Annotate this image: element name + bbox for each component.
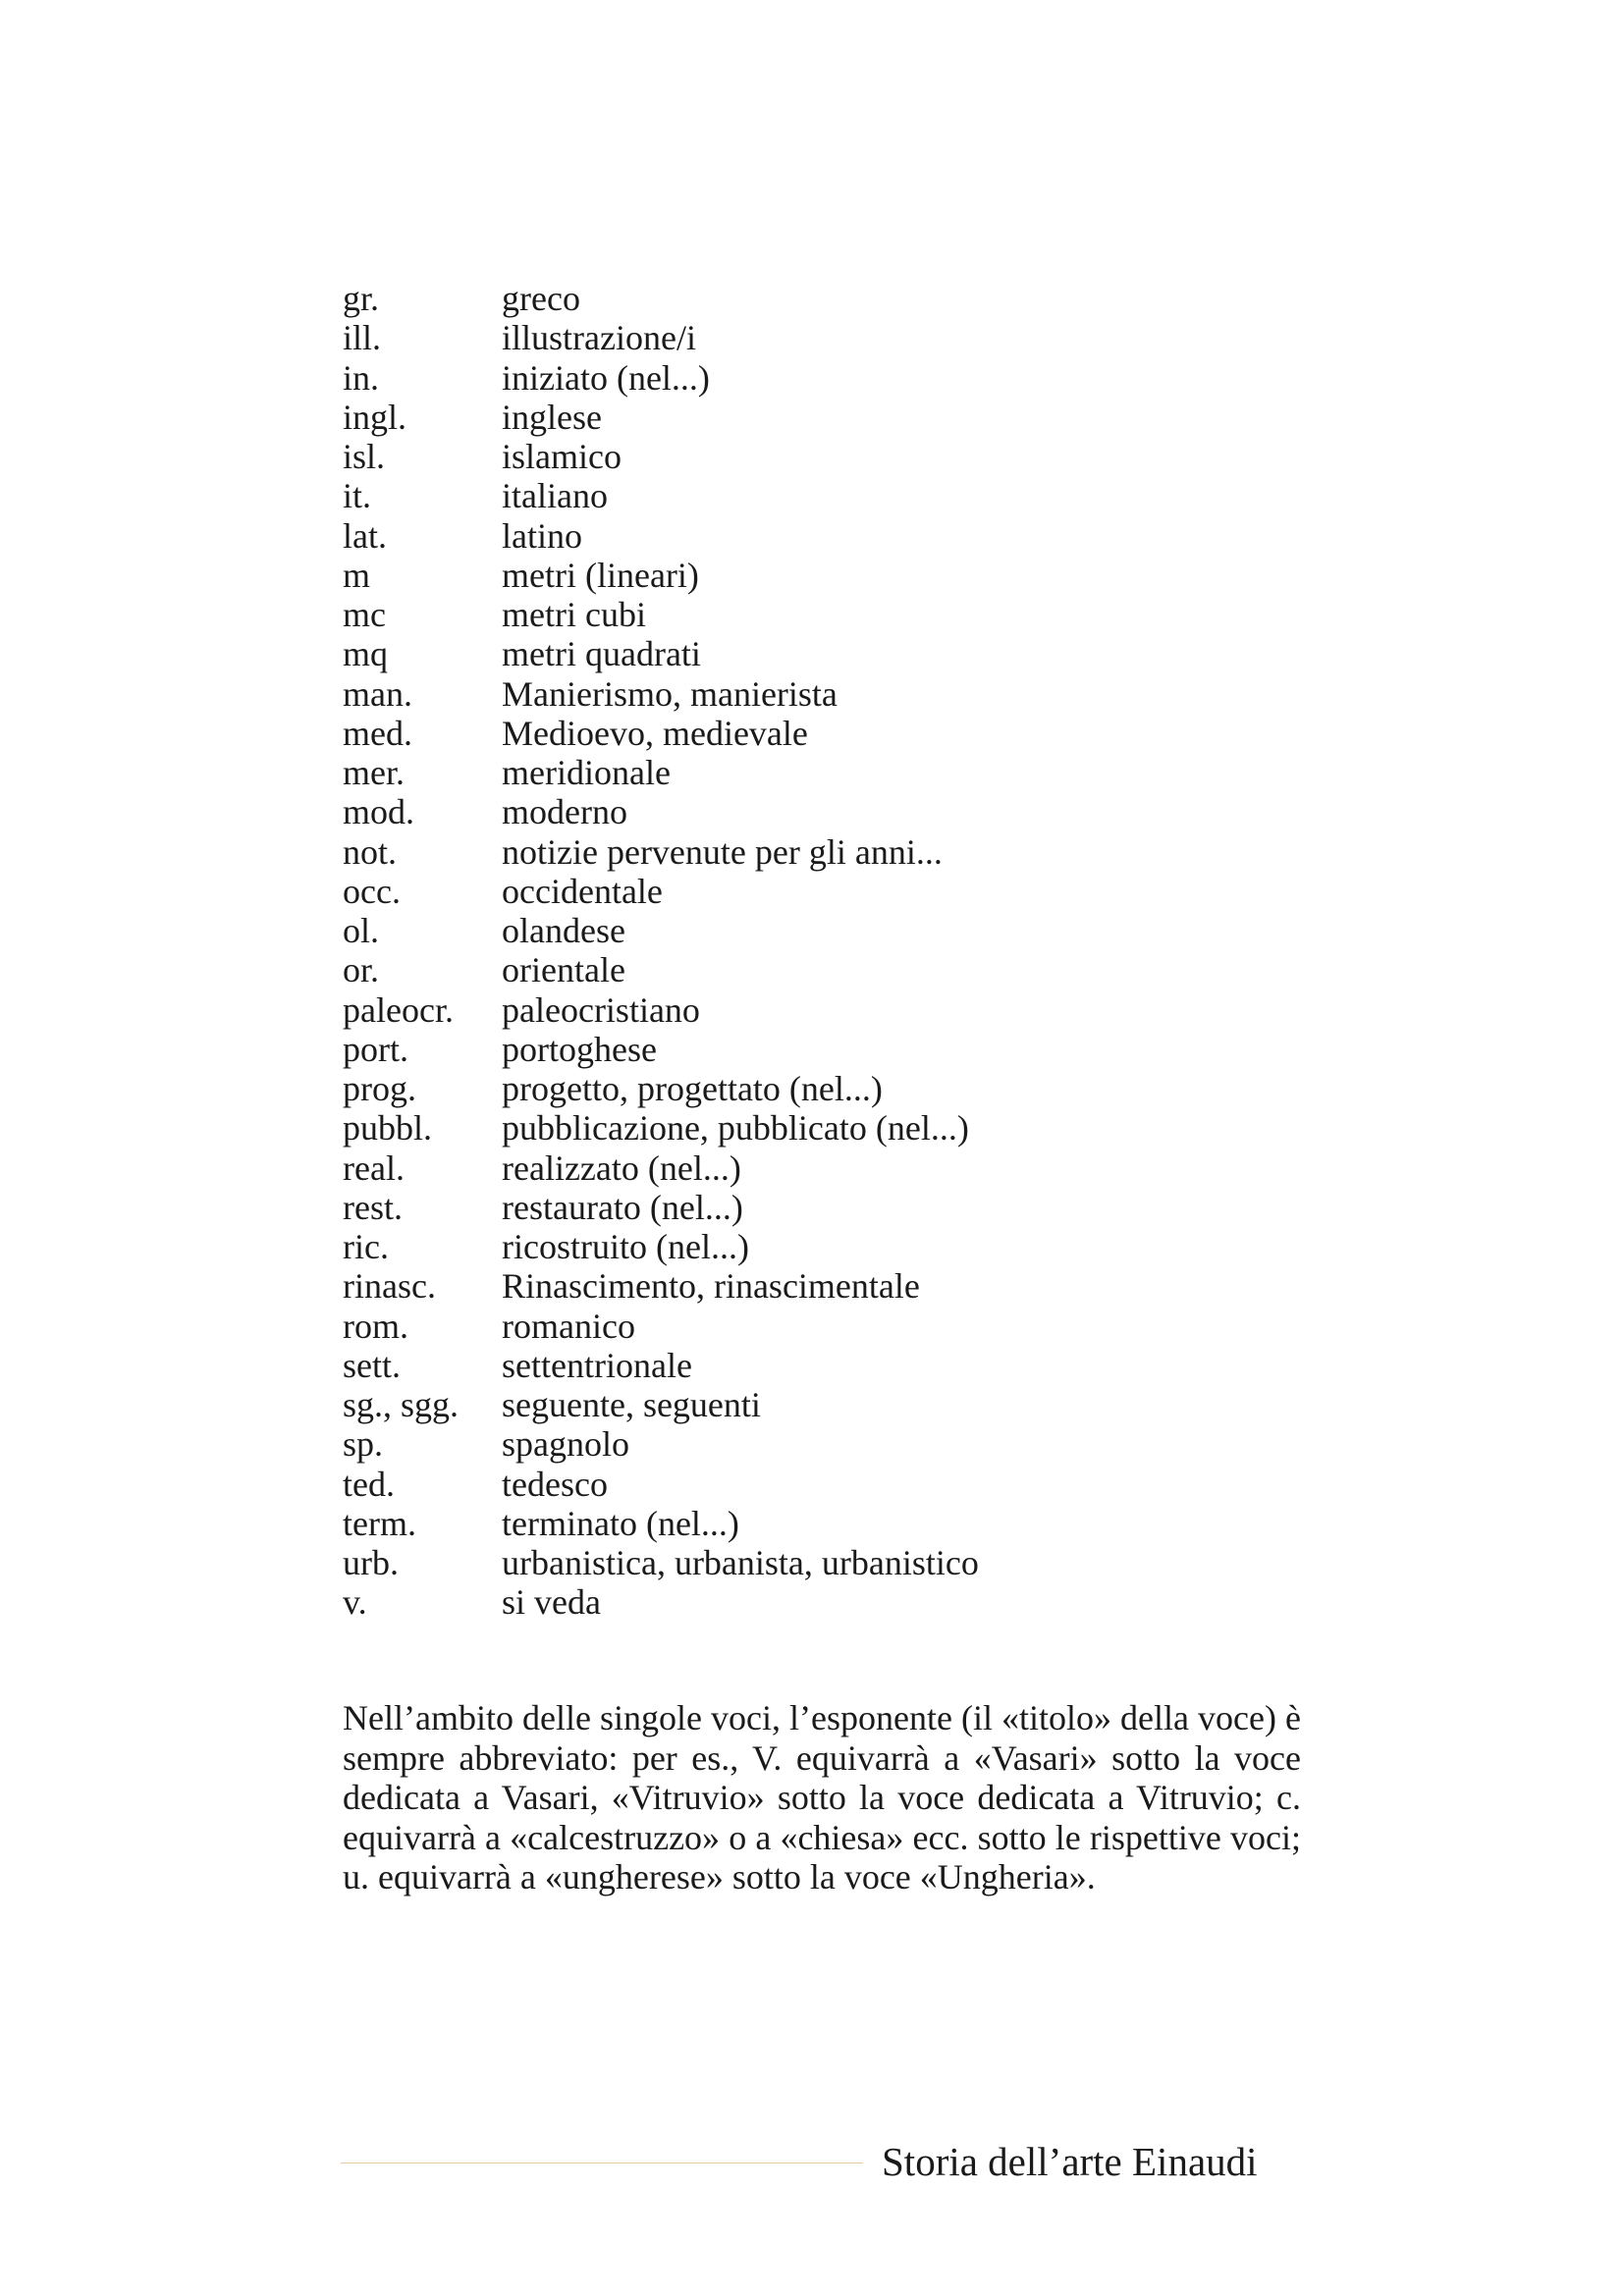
abbreviation-key: ol.: [343, 911, 380, 950]
abbreviation-meaning: olandese: [502, 911, 625, 950]
abbreviation-key: term.: [343, 1503, 416, 1543]
abbreviation-meaning: realizzato (nel...): [502, 1148, 741, 1188]
abbreviation-key: ingl.: [343, 397, 407, 437]
abbreviation-meaning: terminato (nel...): [502, 1503, 739, 1543]
abbreviation-key: mc: [343, 595, 386, 634]
abbreviation-meaning: tedesco: [502, 1464, 608, 1504]
abbreviation-key: mod.: [343, 792, 415, 832]
abbreviation-row: [343, 753, 1325, 792]
abbreviation-row: [343, 1504, 1325, 1543]
abbreviation-key: v.: [343, 1582, 367, 1623]
abbreviation-meaning: iniziato (nel...): [502, 357, 710, 398]
abbreviation-key: ill.: [343, 318, 382, 358]
abbreviation-row: [343, 1188, 1325, 1227]
abbreviation-key: sp.: [343, 1424, 384, 1465]
abbreviation-meaning: meridionale: [502, 753, 671, 792]
abbreviation-row: [343, 1424, 1325, 1464]
abbreviation-key: lat.: [343, 515, 387, 556]
abbreviation-key: occ.: [343, 871, 401, 911]
abbreviation-meaning: portoghese: [502, 1029, 657, 1069]
abbreviation-row: [343, 1108, 1325, 1148]
abbreviation-list: [343, 279, 1325, 1623]
abbreviation-meaning: metri cubi: [502, 595, 646, 634]
abbreviation-key: real.: [343, 1148, 405, 1188]
abbreviation-key: paleocr.: [343, 989, 454, 1030]
abbreviation-meaning: islamico: [502, 437, 622, 476]
abbreviation-key: in.: [343, 357, 380, 398]
abbreviation-meaning: orientale: [502, 950, 625, 990]
abbreviation-row: [343, 1582, 1325, 1622]
abbreviation-meaning: progetto, progettato (nel...): [502, 1069, 883, 1108]
abbreviation-meaning: settentrionale: [502, 1345, 692, 1385]
abbreviation-row: [343, 556, 1325, 595]
abbreviation-row: [343, 1346, 1325, 1385]
abbreviation-row: [343, 398, 1325, 437]
abbreviation-meaning: italiano: [502, 476, 608, 516]
abbreviation-meaning: pubblicazione, pubblicato (nel...): [502, 1108, 969, 1148]
abbreviation-row: [343, 437, 1325, 476]
abbreviation-meaning: metri (lineari): [502, 555, 699, 595]
abbreviation-meaning: si veda: [502, 1582, 601, 1623]
abbreviation-key: prog.: [343, 1069, 416, 1108]
abbreviation-meaning: occidentale: [502, 871, 663, 911]
abbreviation-row: [343, 318, 1325, 357]
note-paragraph: Nell’ambito delle singole voci, l’esponente (il «titolo» della voce) è sempre abbreviato: per es., V. equivarrà a «Vasari» sotto la voce dedicata a Vasari, «Vitruvio» sotto la voce dedicata a Vitruvio; c. equivarrà a «calcestruzzo» o a «chiesa» ecc. sotto le rispettive voci; u. equivarrà a «ungherese» sotto la voce «Ungheria».: [343, 1698, 1301, 1896]
abbreviation-meaning: urbanistica, urbanista, urbanistico: [502, 1543, 979, 1582]
abbreviation-row: [343, 1465, 1325, 1504]
abbreviation-key: it.: [343, 476, 372, 516]
abbreviation-row: [343, 1148, 1325, 1188]
abbreviation-row: [343, 1543, 1325, 1582]
abbreviation-key: mq: [343, 634, 389, 674]
abbreviation-meaning: greco: [502, 279, 580, 318]
abbreviation-meaning: Rinascimento, rinascimentale: [502, 1266, 920, 1307]
abbreviation-row: [343, 950, 1325, 989]
abbreviation-meaning: latino: [502, 515, 582, 556]
abbreviation-row: [343, 1266, 1325, 1306]
abbreviation-key: med.: [343, 713, 412, 753]
abbreviation-key: rom.: [343, 1306, 408, 1346]
footer-title: Storia dell’arte Einaudi: [882, 2139, 1258, 2184]
abbreviation-meaning: ricostruito (nel...): [502, 1227, 749, 1266]
abbreviation-meaning: Manierismo, manierista: [502, 673, 838, 714]
abbreviation-row: [343, 476, 1325, 515]
abbreviation-key: m: [343, 555, 371, 595]
abbreviation-meaning: metri quadrati: [502, 634, 701, 674]
abbreviation-meaning: illustrazione/i: [502, 318, 696, 358]
abbreviation-key: rinasc.: [343, 1266, 436, 1307]
abbreviation-key: or.: [343, 950, 380, 990]
abbreviation-key: isl.: [343, 437, 386, 476]
abbreviation-row: [343, 1069, 1325, 1108]
abbreviation-meaning: romanico: [502, 1306, 635, 1346]
abbreviation-meaning: seguente, seguenti: [502, 1385, 761, 1424]
abbreviation-meaning: notizie pervenute per gli anni...: [502, 831, 943, 872]
abbreviation-meaning: Medioevo, medievale: [502, 713, 808, 753]
abbreviation-row: [343, 358, 1325, 398]
abbreviation-row: [343, 674, 1325, 714]
abbreviation-meaning: restaurato (nel...): [502, 1187, 743, 1227]
abbreviation-key: sett.: [343, 1345, 401, 1385]
abbreviation-meaning: spagnolo: [502, 1424, 629, 1465]
abbreviation-row: [343, 832, 1325, 872]
abbreviation-row: [343, 911, 1325, 950]
abbreviation-row: [343, 1385, 1325, 1424]
abbreviation-key: rest.: [343, 1187, 403, 1227]
abbreviation-row: [343, 792, 1325, 831]
abbreviation-meaning: inglese: [502, 397, 602, 437]
abbreviation-row: [343, 1227, 1325, 1266]
abbreviation-row: [343, 634, 1325, 673]
abbreviation-key: ric.: [343, 1227, 389, 1266]
abbreviation-row: [343, 1030, 1325, 1069]
abbreviation-row: [343, 279, 1325, 318]
abbreviation-row: [343, 1307, 1325, 1346]
abbreviation-row: [343, 595, 1325, 634]
abbreviation-key: sg., sgg.: [343, 1385, 460, 1424]
abbreviation-key: ted.: [343, 1464, 395, 1504]
abbreviation-row: [343, 714, 1325, 753]
abbreviation-key: not.: [343, 831, 398, 872]
abbreviation-row: [343, 872, 1325, 911]
abbreviation-meaning: paleocristiano: [502, 989, 700, 1030]
abbreviation-key: gr.: [343, 279, 380, 318]
abbreviation-row: [343, 990, 1325, 1030]
abbreviation-key: port.: [343, 1029, 408, 1069]
abbreviation-key: pubbl.: [343, 1108, 433, 1148]
abbreviation-key: mer.: [343, 753, 405, 792]
abbreviation-meaning: moderno: [502, 792, 627, 832]
abbreviation-key: man.: [343, 673, 412, 714]
abbreviation-row: [343, 516, 1325, 556]
abbreviation-key: urb.: [343, 1543, 399, 1582]
